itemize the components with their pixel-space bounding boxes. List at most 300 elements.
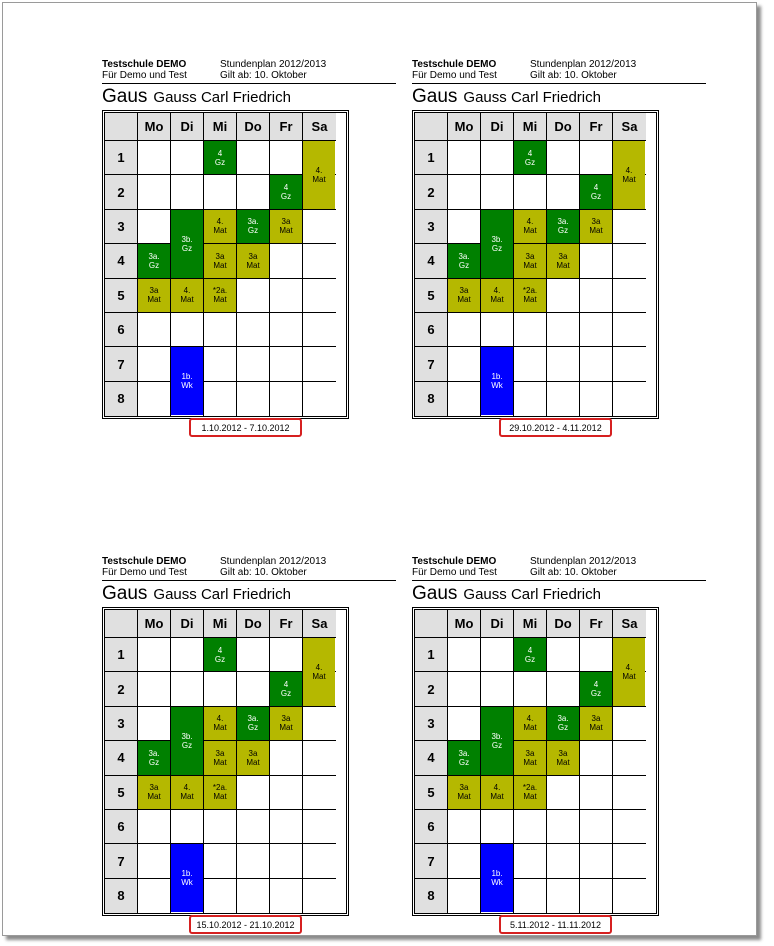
- lesson-subject: Gz: [181, 740, 193, 750]
- timetable-slot: [613, 244, 646, 278]
- header-divider: [102, 83, 396, 84]
- period-header: 1: [415, 141, 448, 175]
- period-header: 7: [105, 844, 138, 878]
- day-header: Mo: [448, 610, 481, 638]
- lesson-block[interactable]: [171, 844, 203, 912]
- lesson-class: 4: [593, 183, 599, 193]
- lesson-block[interactable]: [204, 210, 236, 243]
- lesson-block[interactable]: [270, 175, 302, 208]
- lesson-class: 3a.: [557, 217, 569, 227]
- lesson-block[interactable]: [547, 741, 579, 774]
- lesson-block[interactable]: [481, 707, 513, 775]
- lesson-block[interactable]: [514, 141, 546, 174]
- timetable-slot: [448, 707, 481, 741]
- demo-label: Für Demo und Test: [102, 567, 187, 578]
- lesson-subject: Gz: [148, 260, 160, 270]
- day-header: Di: [171, 113, 204, 141]
- day-header: Sa: [613, 113, 646, 141]
- demo-label: Für Demo und Test: [102, 70, 187, 81]
- lesson-block[interactable]: [303, 638, 335, 706]
- period-header: 5: [415, 279, 448, 313]
- timetable-slot: [547, 141, 580, 175]
- lesson-block[interactable]: [547, 244, 579, 277]
- day-header: Mi: [204, 113, 237, 141]
- lesson-subject: Mat: [622, 174, 636, 184]
- timetable-slot: [448, 382, 481, 416]
- timetable-slot: [303, 741, 336, 775]
- lesson-block[interactable]: [138, 244, 170, 277]
- timetable-slot: [481, 141, 514, 175]
- valid-from: Gilt ab: 10. Oktober: [220, 567, 307, 578]
- timetable-slot: [237, 347, 270, 381]
- timetable-slot: [448, 810, 481, 844]
- timetable-slot: [303, 776, 336, 810]
- lesson-class: 3a: [149, 286, 159, 296]
- week-date-range: 5.11.2012 - 11.11.2012: [499, 915, 612, 934]
- timetable-slot: [448, 879, 481, 913]
- lesson-block[interactable]: [514, 707, 546, 740]
- timetable-slot: [270, 141, 303, 175]
- lesson-block[interactable]: [514, 244, 546, 277]
- lesson-block[interactable]: [613, 638, 645, 706]
- week-date-range: 1.10.2012 - 7.10.2012: [189, 418, 302, 437]
- timetable-slot: [448, 638, 481, 672]
- timetable-slot: [613, 879, 646, 913]
- lesson-block[interactable]: [171, 210, 203, 278]
- lesson-subject: Mat: [213, 226, 227, 236]
- timetable-slot: [303, 313, 336, 347]
- lesson-block[interactable]: [237, 244, 269, 277]
- lesson-block[interactable]: [303, 141, 335, 209]
- lesson-block[interactable]: [547, 707, 579, 740]
- lesson-block[interactable]: [171, 347, 203, 415]
- lesson-subject: Mat: [279, 723, 293, 733]
- timetable-slot: [547, 844, 580, 878]
- lesson-block[interactable]: [138, 741, 170, 774]
- timetable-slot: [481, 313, 514, 347]
- header-divider: [102, 580, 396, 581]
- lesson-block[interactable]: [481, 279, 513, 312]
- timetable-slot: [270, 844, 303, 878]
- timetable-slot: [580, 879, 613, 913]
- lesson-subject: Gz: [214, 654, 226, 664]
- lesson-subject: Mat: [213, 723, 227, 733]
- lesson-block[interactable]: [138, 279, 170, 312]
- period-header: 5: [105, 776, 138, 810]
- timetable-grid: [102, 607, 349, 916]
- lesson-class: 1b.: [491, 372, 503, 382]
- lesson-block[interactable]: [448, 244, 480, 277]
- lesson-class: 4.: [526, 217, 534, 227]
- lesson-block[interactable]: [204, 776, 236, 809]
- timetable-slot: [613, 776, 646, 810]
- period-header: 8: [105, 879, 138, 913]
- timetable-slot: [303, 347, 336, 381]
- timetable-slot: [514, 672, 547, 706]
- lesson-subject: Gz: [590, 192, 602, 202]
- timetable-slot: [448, 672, 481, 706]
- lesson-block[interactable]: [514, 210, 546, 243]
- lesson-block[interactable]: [270, 672, 302, 705]
- lesson-class: 3a.: [458, 251, 470, 261]
- lesson-subject: Mat: [457, 295, 471, 305]
- lesson-block[interactable]: [481, 210, 513, 278]
- lesson-class: 1b.: [491, 869, 503, 879]
- day-header: Fr: [270, 610, 303, 638]
- lesson-block[interactable]: [204, 638, 236, 671]
- lesson-class: 3a: [459, 783, 469, 793]
- timetable-slot: [580, 844, 613, 878]
- lesson-block[interactable]: [514, 279, 546, 312]
- period-header: 3: [415, 210, 448, 244]
- lesson-class: 3a: [281, 217, 291, 227]
- timetable-slot: [481, 638, 514, 672]
- lesson-subject: Gz: [280, 192, 292, 202]
- lesson-class: 3b.: [181, 234, 193, 244]
- timetable-slot: [237, 810, 270, 844]
- timetable-slot: [448, 175, 481, 209]
- timetable-slot: [514, 844, 547, 878]
- day-header: Mo: [138, 113, 171, 141]
- timetable-slot: [448, 210, 481, 244]
- lesson-block[interactable]: [580, 210, 612, 243]
- day-header: Fr: [580, 610, 613, 638]
- timetable-slot: [138, 844, 171, 878]
- lesson-block[interactable]: [270, 210, 302, 243]
- day-header: Mo: [138, 610, 171, 638]
- timetable-slot: [613, 707, 646, 741]
- lesson-subject: Mat: [523, 260, 537, 270]
- lesson-subject: Mat: [556, 260, 570, 270]
- lesson-block[interactable]: [138, 776, 170, 809]
- timetable-slot: [138, 210, 171, 244]
- lesson-block[interactable]: [448, 776, 480, 809]
- lesson-class: 4.: [526, 714, 534, 724]
- lesson-block[interactable]: [270, 707, 302, 740]
- timetable-slot: [547, 347, 580, 381]
- teacher-full-name: Gauss Carl Friedrich: [463, 586, 601, 603]
- lesson-subject: Gz: [458, 260, 470, 270]
- day-header: Fr: [270, 113, 303, 141]
- timetable-slot: [171, 672, 204, 706]
- timetable-slot: [514, 879, 547, 913]
- lesson-subject: Gz: [214, 157, 226, 167]
- timetable-slot: [270, 741, 303, 775]
- timetable-slot: [613, 382, 646, 416]
- timetable-slot: [204, 810, 237, 844]
- lesson-block[interactable]: [204, 707, 236, 740]
- timetable-slot: [481, 175, 514, 209]
- timetable-slot: [580, 141, 613, 175]
- timetable-slot: [613, 741, 646, 775]
- timetable-slot: [237, 382, 270, 416]
- timetable-slot: [580, 638, 613, 672]
- day-header: Fr: [580, 113, 613, 141]
- valid-from: Gilt ab: 10. Oktober: [530, 70, 617, 81]
- timetable-slot: [303, 844, 336, 878]
- timetable-grid-inner: [104, 112, 347, 417]
- lesson-class: 3a: [591, 217, 601, 227]
- lesson-class: 3a.: [458, 748, 470, 758]
- lesson-block[interactable]: [448, 279, 480, 312]
- lesson-class: 4.: [216, 217, 224, 227]
- lesson-subject: Mat: [523, 792, 537, 802]
- timetable-slot: [138, 810, 171, 844]
- lesson-class: 3b.: [491, 731, 503, 741]
- lesson-block[interactable]: [547, 210, 579, 243]
- lesson-class: 4.: [216, 714, 224, 724]
- timetable-slot: [613, 210, 646, 244]
- lesson-block[interactable]: [204, 141, 236, 174]
- lesson-block[interactable]: [580, 175, 612, 208]
- lesson-block[interactable]: [481, 776, 513, 809]
- lesson-class: 3a.: [148, 251, 160, 261]
- day-header: Sa: [303, 610, 336, 638]
- day-header: Mi: [204, 610, 237, 638]
- lesson-block[interactable]: [237, 210, 269, 243]
- demo-label: Für Demo und Test: [412, 70, 497, 81]
- timetable-slot: [237, 638, 270, 672]
- lesson-class: 3b.: [491, 234, 503, 244]
- timetable-slot: [547, 879, 580, 913]
- lesson-block[interactable]: [171, 776, 203, 809]
- timetable-slot: [580, 279, 613, 313]
- timetable-slot: [448, 313, 481, 347]
- timetable-slot: [580, 347, 613, 381]
- lesson-subject: Gz: [181, 243, 193, 253]
- timetable-slot: [547, 672, 580, 706]
- lesson-class: 3a: [459, 286, 469, 296]
- lesson-block[interactable]: [448, 741, 480, 774]
- lesson-subject: Gz: [280, 689, 292, 699]
- lesson-class: *2a.: [212, 783, 228, 793]
- lesson-subject: Mat: [523, 295, 537, 305]
- lesson-class: 3a.: [247, 217, 259, 227]
- lesson-class: 3a.: [557, 714, 569, 724]
- print-preview-page: [2, 2, 757, 936]
- teacher-name: [102, 86, 291, 108]
- timetable-slot: [514, 347, 547, 381]
- day-header: Mi: [514, 113, 547, 141]
- timetable-grid-inner: [104, 609, 347, 914]
- timetable-slot: [138, 141, 171, 175]
- lesson-class: 4.: [315, 662, 323, 672]
- timetable-slot: [138, 707, 171, 741]
- period-header: 3: [415, 707, 448, 741]
- lesson-class: 4: [527, 148, 533, 158]
- lesson-block[interactable]: [171, 279, 203, 312]
- day-header: Mo: [448, 113, 481, 141]
- lesson-block[interactable]: [580, 707, 612, 740]
- teacher-short-name: Gaus: [102, 583, 148, 604]
- timetable-slot: [547, 279, 580, 313]
- timetable-slot: [303, 382, 336, 416]
- timetable-slot: [204, 382, 237, 416]
- lesson-subject: Mat: [213, 260, 227, 270]
- lesson-block[interactable]: [481, 844, 513, 912]
- lesson-block[interactable]: [514, 741, 546, 774]
- lesson-class: *2a.: [212, 286, 228, 296]
- timetable-slot: [448, 141, 481, 175]
- timetable-slot: [303, 210, 336, 244]
- lesson-subject: Mat: [589, 723, 603, 733]
- timetable-slot: [481, 810, 514, 844]
- period-header: 1: [105, 141, 138, 175]
- lesson-class: 4: [217, 645, 223, 655]
- lesson-subject: Mat: [523, 757, 537, 767]
- lesson-subject: Mat: [490, 295, 504, 305]
- timetable-slot: [270, 279, 303, 313]
- timetable-slot: [547, 810, 580, 844]
- lesson-subject: Mat: [490, 792, 504, 802]
- lesson-class: 3a: [525, 748, 535, 758]
- lesson-class: 3a: [281, 714, 291, 724]
- period-header: 2: [105, 672, 138, 706]
- timetable-slot: [580, 776, 613, 810]
- lesson-block[interactable]: [171, 707, 203, 775]
- lesson-subject: Mat: [246, 757, 260, 767]
- lesson-subject: Gz: [557, 226, 569, 236]
- lesson-class: 4.: [315, 165, 323, 175]
- period-header: 5: [105, 279, 138, 313]
- timetable-slot: [237, 175, 270, 209]
- lesson-block[interactable]: [580, 672, 612, 705]
- timetable-header: [102, 556, 396, 582]
- teacher-full-name: Gauss Carl Friedrich: [153, 89, 291, 106]
- timetable-slot: [237, 279, 270, 313]
- period-header: 1: [415, 638, 448, 672]
- timetable-slot: [237, 672, 270, 706]
- period-header: 8: [105, 382, 138, 416]
- lesson-subject: Wk: [181, 381, 193, 391]
- lesson-subject: Mat: [523, 723, 537, 733]
- lesson-block[interactable]: [481, 347, 513, 415]
- lesson-block[interactable]: [204, 279, 236, 312]
- lesson-subject: Gz: [590, 689, 602, 699]
- lesson-subject: Mat: [457, 792, 471, 802]
- timetable-slot: [514, 175, 547, 209]
- period-header: 3: [105, 707, 138, 741]
- lesson-subject: Mat: [312, 174, 326, 184]
- timetable-slot: [580, 810, 613, 844]
- timetable-slot: [171, 313, 204, 347]
- timetable-slot: [270, 347, 303, 381]
- lesson-subject: Gz: [148, 757, 160, 767]
- lesson-subject: Mat: [180, 295, 194, 305]
- timetable-slot: [171, 638, 204, 672]
- timetable-slot: [237, 844, 270, 878]
- lesson-class: 3a.: [148, 748, 160, 758]
- period-header: 2: [415, 672, 448, 706]
- timetable-slot: [547, 382, 580, 416]
- lesson-block[interactable]: [514, 638, 546, 671]
- lesson-block[interactable]: [204, 741, 236, 774]
- timetable-slot: [138, 175, 171, 209]
- teacher-full-name: Gauss Carl Friedrich: [153, 586, 291, 603]
- timetable-slot: [547, 776, 580, 810]
- teacher-short-name: Gaus: [412, 583, 458, 604]
- lesson-block[interactable]: [204, 244, 236, 277]
- timetable-slot: [138, 313, 171, 347]
- timetable-slot: [514, 810, 547, 844]
- timetable-slot: [613, 844, 646, 878]
- timetable-slot: [237, 879, 270, 913]
- lesson-subject: Mat: [556, 757, 570, 767]
- timetable-slot: [303, 707, 336, 741]
- lesson-class: 3a: [558, 251, 568, 261]
- lesson-class: *2a.: [522, 286, 538, 296]
- period-header: 7: [415, 347, 448, 381]
- lesson-subject: Mat: [589, 226, 603, 236]
- day-header: Sa: [303, 113, 336, 141]
- lesson-class: 3b.: [181, 731, 193, 741]
- lesson-class: 4: [217, 148, 223, 158]
- lesson-subject: Gz: [557, 723, 569, 733]
- lesson-block[interactable]: [514, 776, 546, 809]
- day-header: Do: [237, 610, 270, 638]
- day-header: Do: [547, 610, 580, 638]
- period-header: 7: [105, 347, 138, 381]
- lesson-class: 4: [593, 680, 599, 690]
- lesson-block[interactable]: [237, 707, 269, 740]
- lesson-class: *2a.: [522, 783, 538, 793]
- day-header: Di: [481, 610, 514, 638]
- lesson-class: 4.: [625, 662, 633, 672]
- lesson-subject: Gz: [247, 723, 259, 733]
- plan-title: Stundenplan 2012/2013: [220, 59, 327, 70]
- week-date-range: 15.10.2012 - 21.10.2012: [189, 915, 302, 934]
- timetable-slot: [613, 347, 646, 381]
- timetable-header: [412, 59, 706, 85]
- timetable-slot: [138, 879, 171, 913]
- period-header: 6: [415, 313, 448, 347]
- school-name: Testschule DEMO: [102, 59, 187, 70]
- period-header: 3: [105, 210, 138, 244]
- timetable-slot: [204, 879, 237, 913]
- demo-label: Für Demo und Test: [412, 567, 497, 578]
- timetable-slot: [481, 672, 514, 706]
- timetable-slot: [613, 313, 646, 347]
- day-header: Do: [547, 113, 580, 141]
- period-header: 4: [415, 741, 448, 775]
- lesson-subject: Wk: [181, 878, 193, 888]
- lesson-class: 3a: [149, 783, 159, 793]
- header-divider: [412, 83, 706, 84]
- period-header: 8: [415, 382, 448, 416]
- lesson-class: 4.: [183, 783, 191, 793]
- timetable-slot: [204, 313, 237, 347]
- lesson-class: 1b.: [181, 372, 193, 382]
- lesson-block[interactable]: [237, 741, 269, 774]
- timetable-slot: [270, 776, 303, 810]
- period-header: 8: [415, 879, 448, 913]
- lesson-class: 4: [527, 645, 533, 655]
- lesson-subject: Mat: [523, 226, 537, 236]
- teacher-short-name: Gaus: [412, 86, 458, 107]
- plan-title: Stundenplan 2012/2013: [530, 59, 637, 70]
- lesson-subject: Mat: [180, 792, 194, 802]
- timetable-slot: [448, 844, 481, 878]
- timetable-slot: [138, 347, 171, 381]
- lesson-subject: Gz: [491, 243, 503, 253]
- timetable-grid-inner: [414, 609, 657, 914]
- school-name: Testschule DEMO: [102, 556, 187, 567]
- lesson-block[interactable]: [613, 141, 645, 209]
- lesson-class: 3a: [248, 748, 258, 758]
- day-header: Do: [237, 113, 270, 141]
- teacher-name: [102, 583, 291, 605]
- timetable-slot: [171, 141, 204, 175]
